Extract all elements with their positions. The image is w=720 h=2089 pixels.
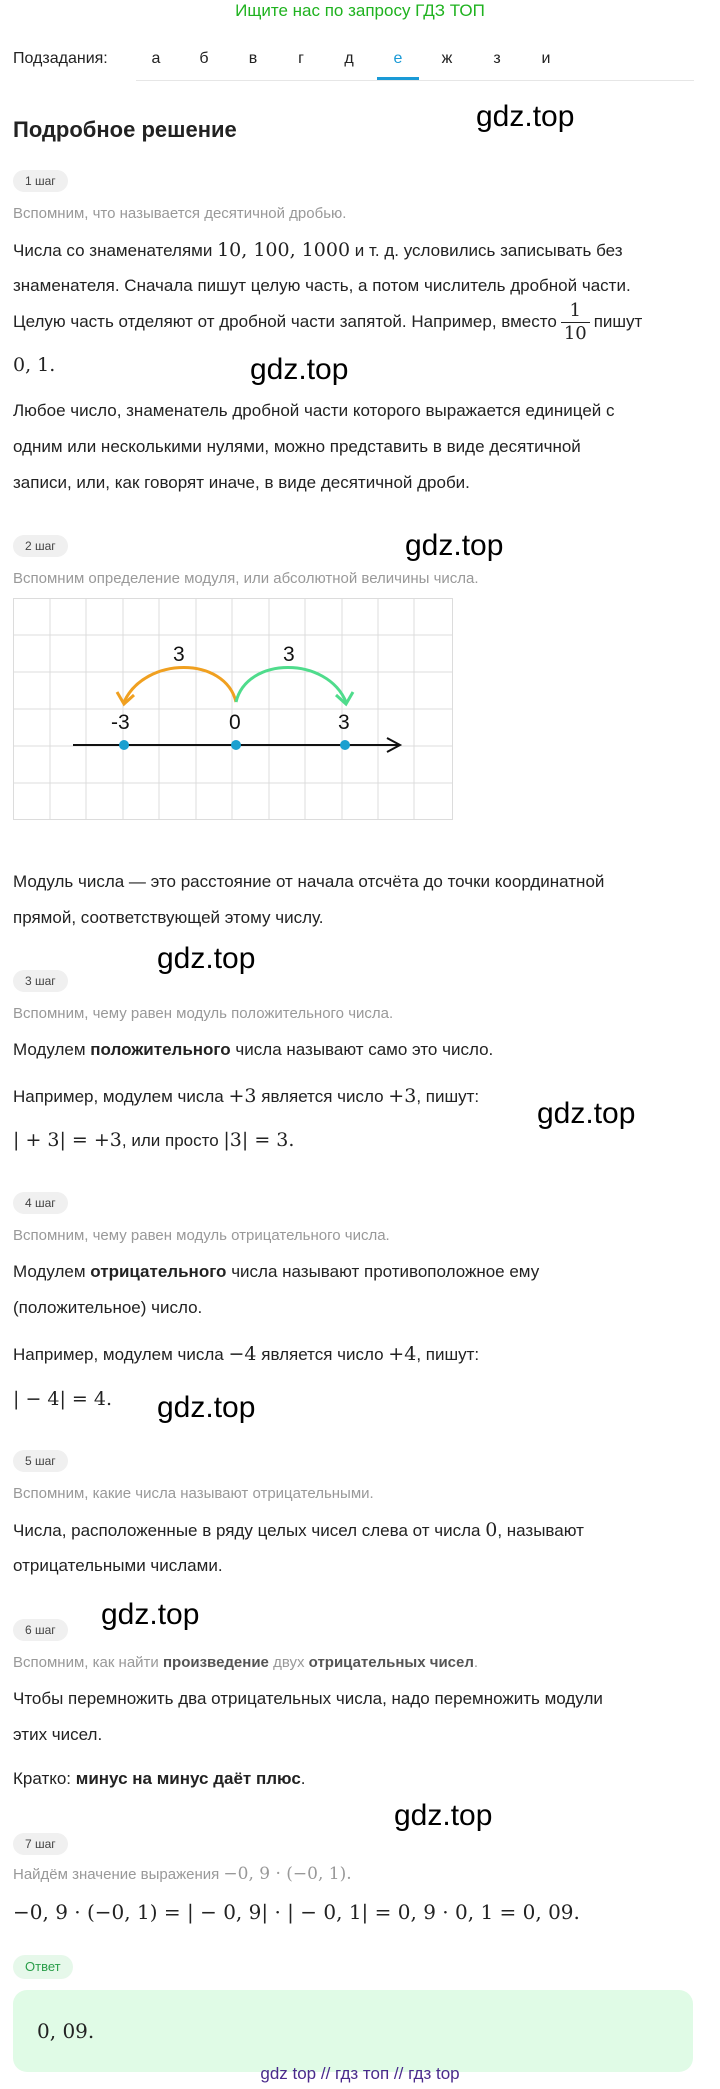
paragraph: Модулем положительного числа называют само это число. — [13, 1040, 494, 1059]
arc-left — [124, 668, 236, 703]
tab-zh[interactable]: ж — [441, 50, 453, 67]
label-0: 0 — [229, 711, 241, 734]
step-hint: Вспомним, чему равен модуль положительного числа. — [13, 1005, 394, 1022]
answer-badge: Ответ — [13, 1955, 73, 1979]
point-3 — [340, 740, 350, 750]
step-hint: Вспомним определение модуля, или абсолютной величины числа. — [13, 570, 479, 587]
tab-b[interactable]: б — [199, 50, 209, 67]
step-badge: 5 шаг — [13, 1450, 68, 1472]
subtasks-label: Подзадания: — [13, 50, 108, 67]
label-3: 3 — [338, 711, 350, 734]
step-badge: 7 шаг — [13, 1833, 68, 1855]
paragraph: Модуль числа — это расстояние от начала отсчёта до точки координатной — [13, 872, 605, 891]
number-line-figure — [13, 598, 453, 820]
paragraph: одним или несколькими нулями, можно представить в виде десятичной — [13, 437, 581, 456]
footer-link[interactable]: gdz top — [260, 2064, 317, 2083]
paragraph: Кратко: минус на минус даёт плюс. — [13, 1769, 306, 1788]
paragraph: Числа, расположенные в ряду целых чисел слева от числа 0, называют — [13, 1519, 584, 1541]
arc-right — [236, 668, 346, 703]
math-expression: 0, 1. — [13, 354, 56, 376]
tab-g[interactable]: г — [298, 50, 304, 67]
paragraph: Модулем отрицательного числа называют противоположное ему — [13, 1262, 540, 1281]
arc-right-label: 3 — [283, 643, 295, 666]
step-badge: 4 шаг — [13, 1192, 68, 1214]
solution-formula: −0, 9 · (−0, 1) = | − 0, 9| · | − 0, 1| = 0, 9 · 0, 1 = 0, 09. — [13, 1900, 580, 1924]
step-hint: Вспомним, чему равен модуль отрицательного числа. — [13, 1227, 390, 1244]
paragraph: Числа со знаменателями 10, 100, 1000 и т. д. условились записывать без — [13, 239, 623, 261]
paragraph: записи, или, как говорят иначе, в виде десятичной дроби. — [13, 473, 470, 492]
step-badge: 2 шаг — [13, 535, 68, 557]
arc-left-label: 3 — [173, 643, 185, 666]
watermark: gdz.top — [250, 353, 349, 386]
page-title: Подробное решение — [13, 117, 237, 142]
active-tab-indicator — [377, 77, 419, 80]
footer-links — [0, 2064, 720, 2084]
watermark: gdz.top — [157, 1391, 256, 1424]
tab-a[interactable]: а — [151, 50, 161, 67]
step-badge: 1 шаг — [13, 170, 68, 192]
footer-separator: // — [320, 2064, 331, 2083]
step-badge: 6 шаг — [13, 1619, 68, 1641]
paragraph: Чтобы перемножить два отрицательных числа, надо перемножить модули — [13, 1689, 603, 1708]
watermark: gdz.top — [394, 1799, 493, 1832]
point-0 — [231, 740, 241, 750]
watermark: gdz.top — [101, 1598, 200, 1631]
answer-value: 0, 09. — [37, 2019, 95, 2043]
paragraph: Например, модулем числа +3 является число +3, пишут: — [13, 1085, 480, 1107]
step-hint: Вспомним, какие числа называют отрицательными. — [13, 1485, 374, 1502]
tab-i[interactable]: и — [541, 50, 551, 67]
footer-link[interactable]: гдз top — [408, 2064, 460, 2083]
step-hint: Вспомним, как найти произведение двух отрицательных чисел. — [13, 1654, 479, 1671]
footer-separator: // — [393, 2064, 404, 2083]
paragraph: знаменателя. Сначала пишут целую часть, а потом числитель дробной части. — [13, 276, 631, 295]
tab-d[interactable]: д — [344, 50, 354, 67]
paragraph: | + 3| = +3, или просто |3| = 3. — [13, 1129, 295, 1151]
answer-box — [13, 1990, 693, 2072]
footer-link[interactable]: гдз топ — [335, 2064, 390, 2083]
tab-e[interactable]: е — [393, 50, 403, 67]
watermark: gdz.top — [476, 100, 575, 133]
watermark: gdz.top — [157, 942, 256, 975]
tab-z[interactable]: з — [493, 50, 501, 67]
math-expression: | − 4| = 4. — [13, 1388, 113, 1410]
step-badge: 3 шаг — [13, 970, 68, 992]
step-hint: Вспомним, что называется десятичной дробью. — [13, 205, 347, 222]
paragraph: Целую часть отделяют от дробной части запятой. Например, вместо $\frac{1}{10}$ пишут — [13, 300, 643, 344]
paragraph: (положительное) число. — [13, 1298, 203, 1317]
step-hint: Найдём значение выражения −0, 9 · (−0, 1). — [13, 1864, 352, 1884]
fraction: $\frac{1}{10}$ — [561, 300, 590, 345]
paragraph: прямой, соответствующей этому числу. — [13, 908, 324, 927]
label-minus-3: -3 — [111, 711, 130, 734]
tab-v[interactable]: в — [248, 50, 258, 67]
paragraph: этих чисел. — [13, 1725, 103, 1744]
subtask-tabs — [136, 40, 694, 81]
watermark: gdz.top — [405, 529, 504, 562]
point-minus-3 — [119, 740, 129, 750]
search-banner: Ищите нас по запросу ГДЗ ТОП — [235, 1, 485, 20]
paragraph: Например, модулем числа −4 является число +4, пишут: — [13, 1343, 480, 1365]
paragraph: Любое число, знаменатель дробной части которого выражается единицей с — [13, 401, 615, 420]
watermark: gdz.top — [537, 1097, 636, 1130]
paragraph: отрицательными числами. — [13, 1556, 223, 1575]
